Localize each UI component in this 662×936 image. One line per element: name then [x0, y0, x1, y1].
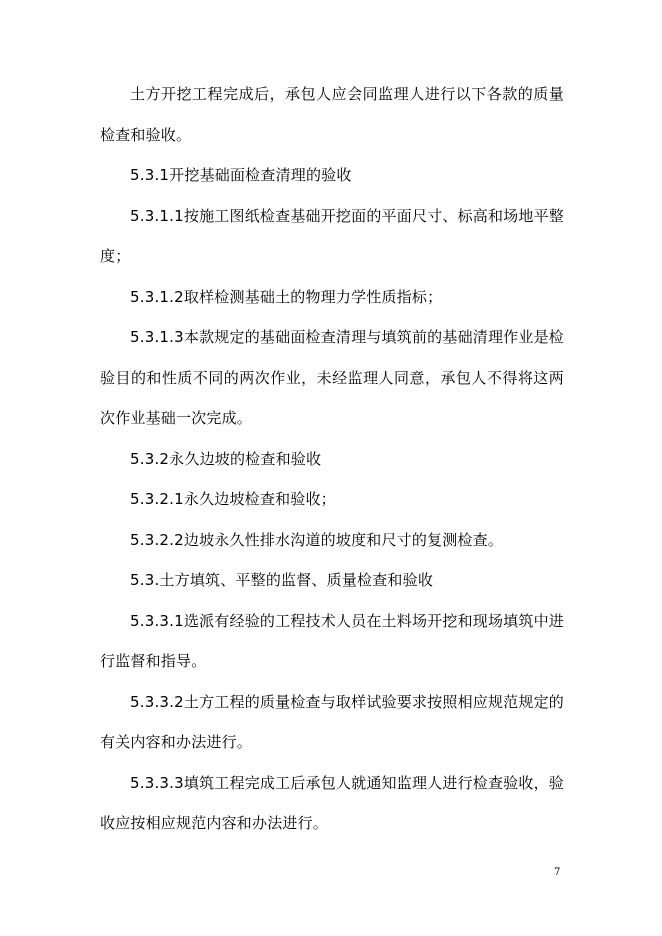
paragraph-5-3-3-1: 5.3.3.1选派有经验的工程技术人员在土料场开挖和现场填筑中进行监督和指导。: [100, 611, 564, 670]
paragraph-5-3-2-1: 5.3.2.1永久边坡检查和验收；: [130, 490, 336, 508]
document-body: [100, 74, 564, 844]
paragraph-5-3-1: 5.3.1开挖基础面检查清理的验收: [130, 166, 352, 184]
paragraph-5-3-2: 5.3.2永久边坡的检查和验收: [130, 449, 322, 468]
paragraph-5-3-1-1: 5.3.1.1按施工图纸检查基础开挖面的平面尺寸、标高和场地平整度；: [100, 206, 564, 265]
paragraph-5-3-3: 5.3.土方填筑、平整的监督、质量检查和验收: [130, 571, 434, 589]
paragraph-5-3-1-3: 5.3.1.3本款规定的基础面检查清理与填筑前的基础清理作业是检验目的和性质不同的两次作业，未经监理人同意，承包人不得将这两次作业基础一次完成。: [100, 328, 564, 427]
page-number: 7: [554, 867, 561, 878]
paragraph-5-3-2-2: 5.3.2.2边坡永久性排水沟道的坡度和尺寸的复测检查。: [130, 530, 504, 549]
paragraph-5-3-1-2: 5.3.1.2取样检测基础土的物理力学性质指标；: [130, 287, 443, 306]
paragraph-5-3-3-2: 5.3.3.2土方工程的质量检查与取样试验要求按照相应规范规定的有关内容和办法进行。: [100, 692, 564, 751]
paragraph-5-3-3-3: 5.3.3.3填筑工程完成工后承包人就通知监理人进行检查验收，验收应按相应规范内容和办法进行。: [100, 773, 564, 832]
paragraph-intro: 土方开挖工程完成后，承包人应会同监理人进行以下各款的质量检查和验收。: [100, 85, 564, 144]
